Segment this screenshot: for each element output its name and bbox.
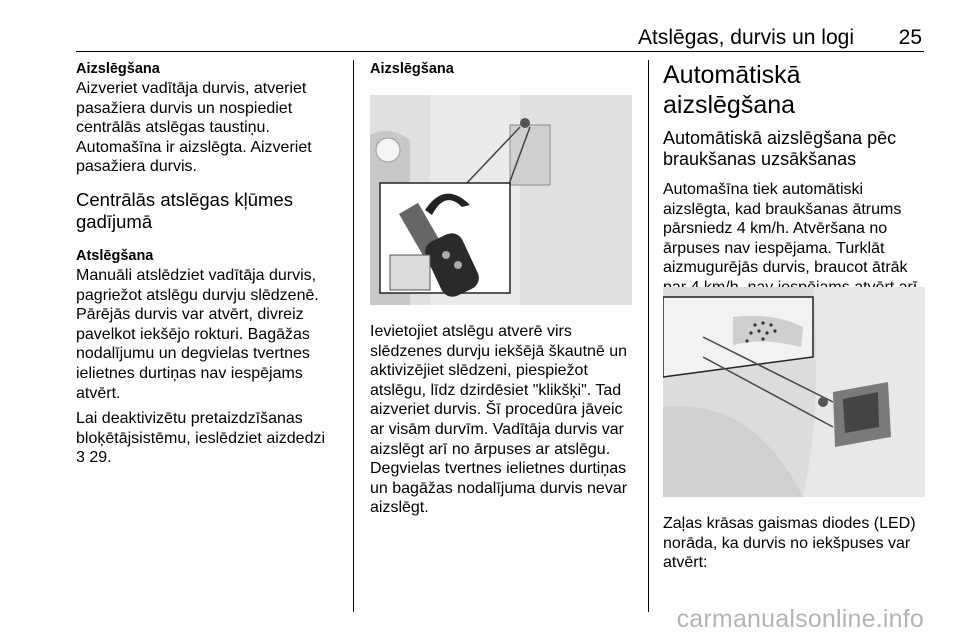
column-2 <box>370 60 632 79</box>
page-number: 25 <box>898 26 922 49</box>
paragraph-key-insertion: Ievietojiet atslēgu atverē virs slēdzenes durvju iekšējā škautnē un aktivizējiet slēdzeni, piespiežot atslēgu, līdz dzirdēsiet "klikšķi". Tad aizveriet durvis. Šī procedūra jāveic ar visām durvīm. Vadītāja durvis var aizslēgt arī no ārpuses ar atslēgu. Degvielas tvertnes ielietnes durtiņas un bagāžas nodalījuma durvis nevar aizslēgt. <box>370 323 628 517</box>
paragraph-auto-lock: Automašīna tiek automātiski aizslēgta, kad braukšanas ātrums pārsniedz 4 km/h. Atvēršana no ārpuses nav iespējama. Turklāt aizmugurējās durvis, braucot ātrāk <box>663 181 908 277</box>
page-header <box>76 26 924 50</box>
door-lock-illustration-svg <box>370 95 632 305</box>
paragraph-locking: Aizveriet vadītāja durvis, atveriet pasažiera durvis un nospiediet centrālās atslēgas taustiņu. Automašīna ir aizslēgta. Aizveriet pasažiera durvis. <box>76 80 312 176</box>
page-reference-link[interactable]: 3 29. <box>76 449 112 467</box>
header-divider <box>76 51 924 52</box>
paragraph-immobiliser <box>76 409 338 468</box>
door-lock-key-illustration <box>370 95 632 305</box>
subheading-locking: Aizslēgšana <box>76 61 160 77</box>
column-1 <box>76 60 338 468</box>
column-divider-1 <box>353 60 354 612</box>
column-3 <box>663 60 925 317</box>
column-divider-2 <box>648 60 649 612</box>
door-handle-illustration-svg <box>663 287 925 497</box>
heading-automatic-locking: Automātiskā aizslēgšana <box>663 61 801 119</box>
heading-central-lock-failure: Centrālās atslēgas kļūmes gadījumā <box>76 188 293 232</box>
subheading-locking-2: Aizslēgšana <box>370 61 454 77</box>
paragraph-led-indicator: Zaļas krāsas gaismas diodes (LED) norāda, ka durvis no iekšpuses var atvērt: <box>663 515 916 572</box>
immobiliser-text: Lai deaktivizētu pretaizdzīšanas bloķētājsistēmu, ieslēdziet aizdedzi <box>76 410 326 447</box>
section-title: Atslēgas, durvis un logi <box>638 26 854 49</box>
paragraph-unlocking: Manuāli atslēdziet vadītāja durvis, pagriežot atslēgu durvju slēdzenē. Pārējās durvis var atvērt, divreiz pavelkot iekšējo rokturi. Bagāžas nodalījumu un degvielas tvertnes ielietnes durtiņas nav iespējams atvērt. <box>76 266 319 402</box>
subheading-auto-lock-driving: Automātiskā aizslēgšana pēc braukšanas uzsākšanas <box>663 128 897 169</box>
subheading-unlocking: Atslēgšana <box>76 247 154 264</box>
door-handle-led-illustration <box>663 287 925 497</box>
watermark: carmanualsonline.info <box>676 605 924 633</box>
column-3-text <box>663 514 925 573</box>
column-2-text <box>370 322 632 518</box>
